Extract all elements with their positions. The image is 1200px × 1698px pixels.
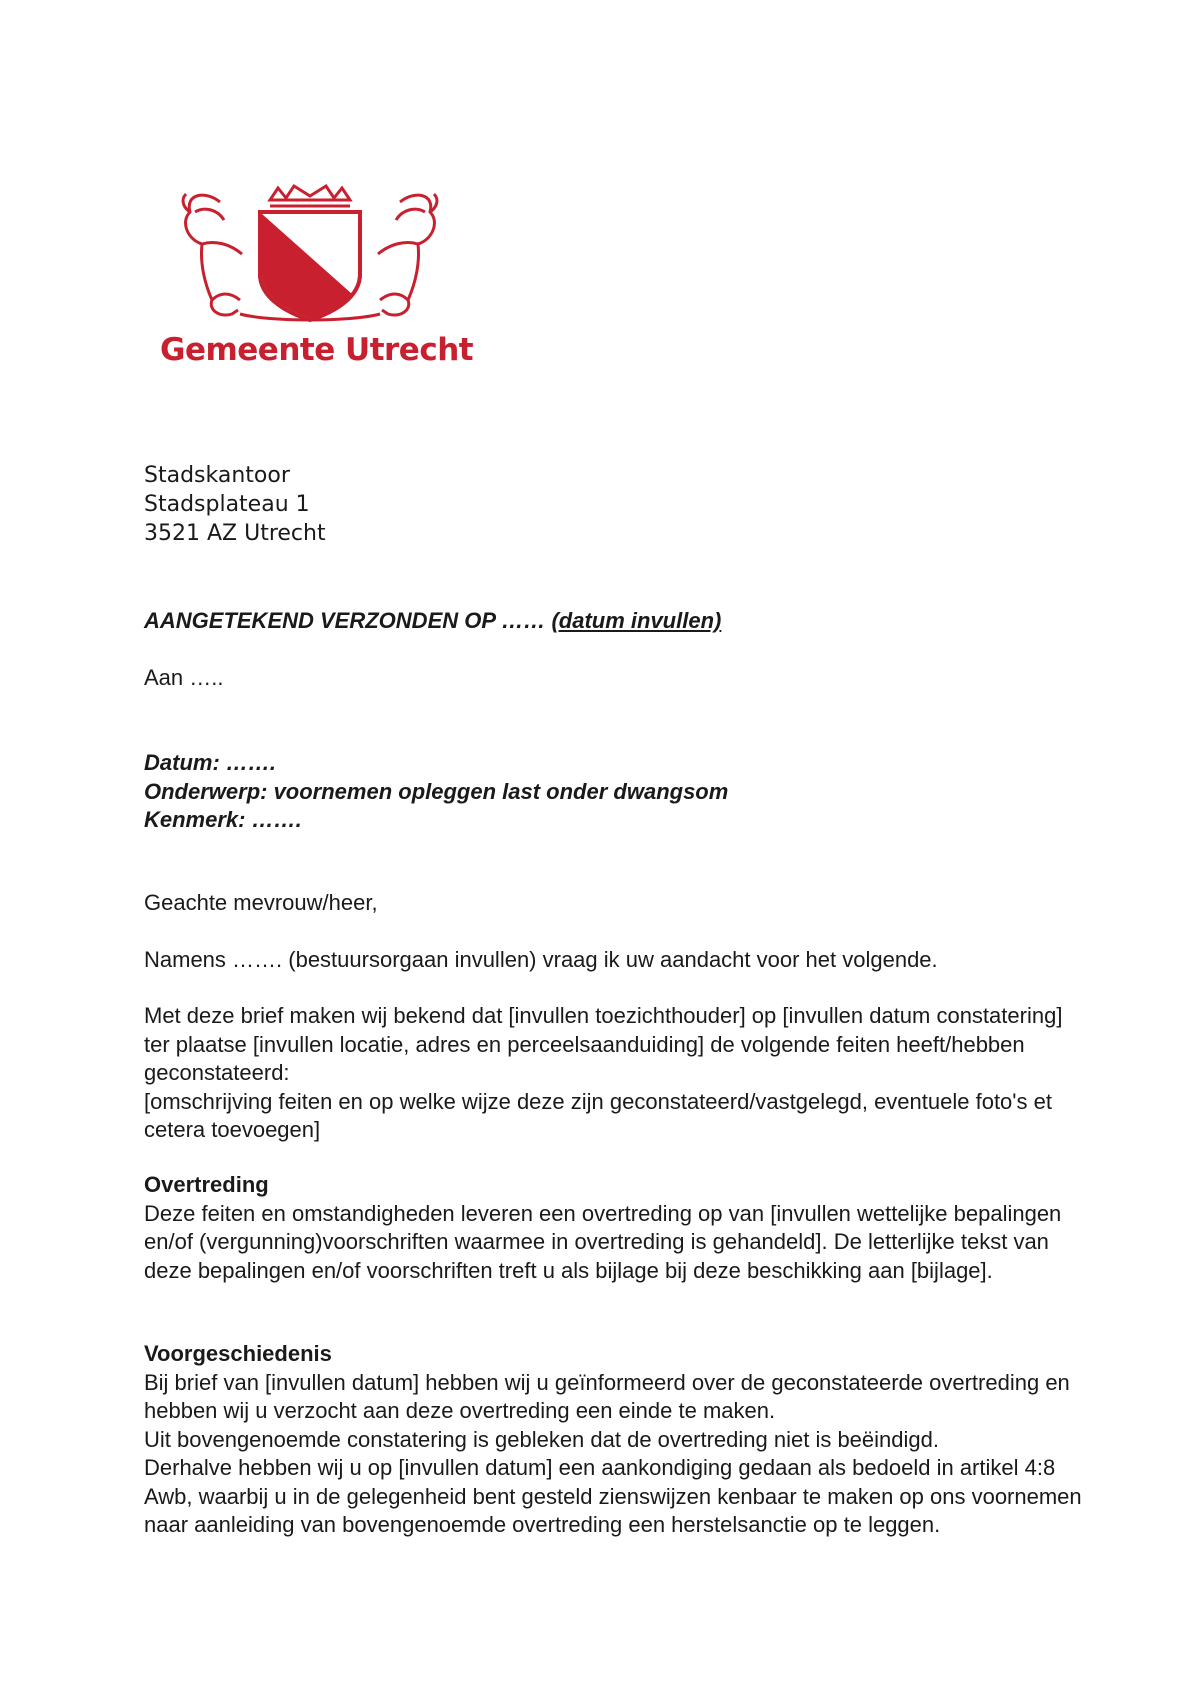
registered-mail-line (144, 607, 1084, 636)
reference-line: Kenmerk: ……. (144, 807, 302, 832)
letter-meta (144, 749, 1084, 835)
salutation: Geachte mevrouw/heer, (144, 890, 378, 915)
history-text-3: Derhalve hebben wij u op [invullen datum] een aankondiging gedaan als bedoeld in artikel 4:8 Awb, waarbij u in de gelegenheid bent gesteld zienswijzen kenbaar te maken op ons voornemen naar aanleiding van bovengenoemde overtreding een herstelsanctie op te leggen. (144, 1455, 1082, 1537)
history-heading: Voorgeschiedenis (144, 1341, 332, 1366)
findings-text: Met deze brief maken wij bekend dat [invullen toezichthouder] op [invullen datum constatering] ter plaatse [invullen locatie, adres en perceelsaanduiding] de volgende feiten heeft/hebben geconstateerd: (144, 1003, 1063, 1085)
history-text-1: Bij brief van [invullen datum] hebben wij u geïnformeerd over de geconstateerde overtreding en hebben wij u verzocht aan deze overtreding een einde te maken. (144, 1369, 1070, 1423)
violation-heading: Overtreding (144, 1172, 269, 1197)
address-line-2: Stadsplateau 1 (144, 492, 310, 517)
subject-line: Onderwerp: voornemen opleggen last onder dwangsom (144, 778, 729, 804)
address-line-1: Stadskantoor (144, 463, 290, 488)
recipient: Aan ….. (144, 665, 224, 690)
history-section (144, 1340, 1084, 1540)
findings-paragraph (144, 1002, 1084, 1145)
history-text-2: Uit bovengenoemde constatering is gebleken dat de overtreding niet is beëindigd. (144, 1426, 939, 1452)
municipality-logo (160, 182, 474, 372)
intro-paragraph: Namens ……. (bestuursorgaan invullen) vraag ik uw aandacht voor het volgende. (144, 947, 938, 972)
findings-detail: [omschrijving feiten en op welke wijze deze zijn geconstateerd/vastgelegd, eventuele foto's et cetera toevoegen] (144, 1088, 1052, 1142)
coat-of-arms-icon (160, 182, 460, 327)
logo-wordmark: Gemeente Utrecht (160, 332, 474, 368)
sender-address (144, 461, 326, 548)
address-line-3: 3521 AZ Utrecht (144, 521, 326, 546)
violation-text: Deze feiten en omstandigheden leveren een overtreding op van [invullen wettelijke bepalingen en/of (vergunning)voorschriften waarmee in overtreding is gehandeld]. De letterlijke tekst van deze bepalingen en/of voorschriften treft u als bijlage bij deze beschikking aan [bijlage]. (144, 1200, 1062, 1283)
registered-date-hint: (datum invullen) (551, 608, 722, 633)
date-line: Datum: ……. (144, 750, 276, 775)
violation-section (144, 1171, 1084, 1285)
registered-prefix: AANGETEKEND VERZONDEN OP …… (144, 608, 552, 633)
